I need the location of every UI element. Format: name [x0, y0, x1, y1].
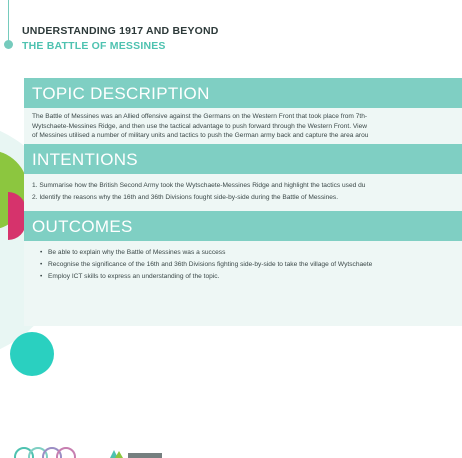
- list-item: • Employ ICT skills to express an understanding of the topic.: [40, 271, 462, 283]
- intentions-body: [24, 174, 462, 211]
- lesson-title: THE BATTLE OF MESSINES: [22, 40, 166, 52]
- footer-logos: [14, 445, 174, 458]
- outcomes-section: [24, 211, 462, 287]
- series-title: UNDERSTANDING 1917 AND BEYOND: [22, 25, 219, 37]
- list-item: 1. Summarise how the British Second Army took the Wytschaete-Messines Ridge and highlight the tactics used du: [32, 181, 366, 189]
- header-accent-dot: [4, 40, 13, 49]
- header-accent-line: [8, 0, 9, 44]
- decorative-circle-teal: [10, 332, 54, 376]
- page-header: [22, 25, 219, 52]
- rings-logo-icon: [14, 445, 78, 458]
- section-heading: OUTCOMES: [24, 211, 462, 241]
- body-line: of Messines utilised a number of military units and tactics to push the German army back and capture the area arou: [32, 132, 369, 140]
- lesson-panel: [24, 78, 462, 326]
- section-heading: TOPIC DESCRIPTION: [24, 78, 462, 108]
- topic-description-section: [24, 78, 462, 144]
- list-item: 2. Identify the reasons why the 16th and 36th Divisions fought side-by-side during the Battle of Messines.: [32, 194, 339, 202]
- list-item: • Be able to explain why the Battle of Messines was a success: [40, 247, 462, 259]
- body-line: The Battle of Messines was an Allied offensive against the Germans on the Western Front that took place from 7th-: [32, 113, 368, 120]
- intentions-section: [24, 144, 462, 211]
- outcomes-body: [24, 241, 462, 287]
- list-item: • Recognise the significance of the 16th and 36th Divisions fighting side-by-side to take the village of Wytschaete: [40, 259, 462, 271]
- topic-description-body: [24, 108, 462, 144]
- section-heading: INTENTIONS: [24, 144, 462, 174]
- body-line: Wytschaete-Messines Ridge, and then use the tactical advantage to push forward through the Western Front. View: [32, 122, 368, 130]
- leaf-logo-icon: [106, 445, 166, 458]
